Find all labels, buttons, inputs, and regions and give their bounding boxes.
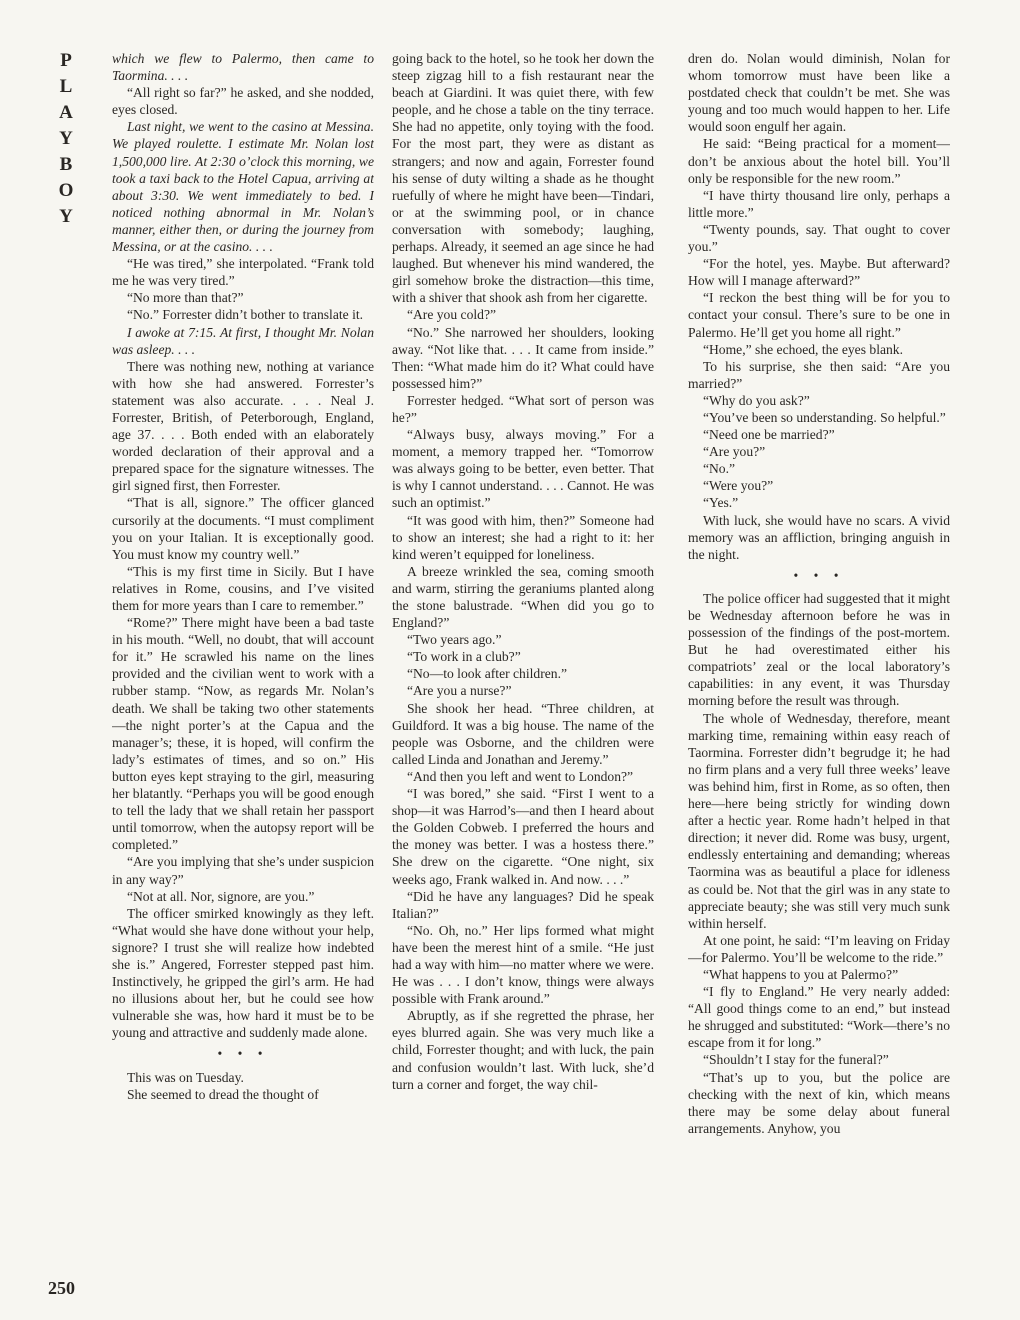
paragraph: “No.” Forrester didn’t bother to translate it. (126, 307, 364, 323)
paragraph: “I reckon the best thing will be for you to contact your consul. There’s sure to be one in Palermo. He’ll get you home all right.” (688, 290, 950, 340)
paragraph: “That is all, signore.” The officer glanced cursorily at the documents. “I must compliment you on your Italian. It is exceptionally good. You must know my country well.” (112, 495, 374, 562)
section-break: • • • (793, 567, 845, 583)
paragraph: “Twenty pounds, say. That ought to cover you.” (688, 221, 950, 255)
section-break: • • • (217, 1046, 269, 1062)
paragraph: “Always busy, always moving.” For a moment, a memory trapped her. “Tomorrow was always going to be better, even better. That is why I cannot understand. . . . Cannot. He was such an optimist.” (392, 427, 654, 511)
page-number: 250 (48, 1278, 75, 1298)
paragraph: The whole of Wednesday, therefore, meant marking time, remaining within easy reach of Taormina. Forrester didn’t begrudge it; he had no firm plans and a very full three weeks’ leave was behind him, first in Rome, as so often, then here—here being strictly for winding down after a hectic year. Rome hadn’t helped in that direction; it never did. Rome was busy, urgent, endlessly entertaining and demanding; whereas Taormina was as beautiful a place for idleness as could be. Not that the girl was in any state to appreciate beauty; she was still very much sunk within herself. (688, 710, 950, 931)
paragraph: He said: “Being practical for a moment—don’t be anxious about the hotel bill. You’ll only be responsible for the new room.” (688, 136, 950, 186)
paragraph: The police officer had suggested that it might be Wednesday afternoon before he was in possession of the findings of the post-mortem. But he had overestimated either his compatriots’ zeal or the local laboratory’s capabilities: in any event, it was Thursday morning before the result was through. (688, 590, 950, 709)
text-column-2 (392, 50, 654, 1300)
paragraph: Abruptly, as if she regretted the phrase, her eyes blurred again. She was very much like a child, Forrester thought; and with luck, the pain and confusion wouldn’t last. With luck, she’d turn a corner and forget, the way chil- (392, 1008, 654, 1092)
paragraph: She shook her head. “Three children, at Guildford. It was a big house. The name of the people was Osborne, and the children were called Linda and Jonathan and Jeremy.” (392, 700, 654, 767)
paragraph: I awoke at 7:15. At first, I thought Mr. Nolan was asleep. . . . (112, 324, 374, 357)
paragraph: “No—to look after children.” (406, 666, 567, 682)
paragraph: “That’s up to you, but the police are checking with the next of kin, which means there may be some delay about funeral arrangements. Anyhow, you (688, 1069, 950, 1136)
paragraph: “He was tired,” she interpolated. “Frank told me he was very tired.” (112, 256, 374, 289)
paragraph: With luck, she would have no scars. A vivid memory was an affliction, bringing anguish in the night. (688, 512, 950, 562)
paragraph: “For the hotel, yes. Maybe. But afterward? How will I manage afterward?” (688, 256, 950, 289)
paragraph: “Home,” she echoed, the eyes blank. (702, 341, 904, 357)
paragraph: “Did he have any languages? Did he speak Italian?” (392, 888, 654, 921)
paragraph: This was on Tuesday. (126, 1069, 244, 1085)
paragraph: “Are you cold?” (406, 307, 497, 323)
paragraph: “Are you?” (702, 444, 766, 460)
magazine-name-letter: L (59, 76, 73, 97)
paragraph: “Two years ago.” (406, 632, 502, 648)
magazine-name-letter: P (60, 50, 72, 71)
paragraph: Forrester hedged. “What sort of person was he?” (392, 392, 654, 425)
paragraph: “Why do you ask?” (702, 392, 810, 408)
paragraph: “To work in a club?” (406, 649, 521, 665)
paragraph: “And then you left and went to London?” (406, 768, 634, 784)
paragraph: “Shouldn’t I stay for the funeral?” (702, 1052, 889, 1068)
paragraph: “This is my first time in Sicily. But I have relatives in Rome, cousins, and I’ve visited them for more years than I care to remember.” (112, 563, 374, 613)
magazine-name-vertical (54, 48, 78, 230)
paragraph: To his surprise, she then said: “Are you married?” (688, 358, 950, 391)
paragraph: “Rome?” There might have been a bad taste in his mouth. “Well, no doubt, that will account for it.” He scrawled his name on the lines provided and the civilian went to work with a rubber stamp. “Now, as regards Mr. Nolan’s death. We shall be taking two other statements—the night porter’s at the Capua and the manager’s; these, it is hoped, will confirm the lady’s estimates of times, and so on.” His button eyes kept straying to the girl, measuring her blatantly. “Perhaps you will be good enough to tell the lady that we shall retain her passport until tomorrow, when the autopsy report will be completed.” (112, 615, 374, 853)
paragraph: There was nothing new, nothing at variance with how she had answered. Forrester’s statement was also accurate. . . . Neal J. Forrester, British, of Peterborough, England, age 37. . . . Both ended with an elaborately worded declaration of their approval and a prepared space for the signature witnesses. The girl signed first, then Forrester. (112, 358, 374, 494)
magazine-name-letter: Y (59, 128, 73, 149)
paragraph: “I have thirty thousand lire only, perhaps a little more.” (688, 187, 950, 220)
paragraph: A breeze wrinkled the sea, coming smooth and warm, stirring the geraniums planted along the stone balustrade. “When did you go to England?” (392, 563, 654, 631)
paragraph: “No. Oh, no.” Her lips formed what might have been the merest hint of a smile. “He just had a way with him—no matter where we were. He was . . . I don’t know, things were always possible with Frank around.” (392, 922, 654, 1007)
paragraph: Last night, we went to the casino at Messina. We played roulette. I estimate Mr. Nolan lost 1,500,000 lire. At 2:30 o’clock this morning, we took a taxi back to the Hotel Capua, arriving at about 3:30. We went immediately to bed. I noticed nothing abnormal in Mr. Nolan’s manner, either then, or during the journey from Messina, or at the casino. . . . (112, 119, 374, 255)
paragraph: “Not at all. Nor, signore, are you.” (126, 888, 315, 904)
paragraph: At one point, he said: “I’m leaving on Friday—for Palermo. You’ll be welcome to the ride.” (688, 932, 950, 965)
paragraph: “It was good with him, then?” Someone had to show an interest; she had a right to it: her kind weren’t equipped for loneliness. (392, 512, 654, 562)
paragraph: “I fly to England.” He very nearly added: “All good things come to an end,” but instead he shrugged and substituted: “Work—there’s no escape from it for long.” (688, 984, 950, 1051)
paragraph: “Are you a nurse?” (406, 683, 512, 699)
paragraph: going back to the hotel, so he took her down the steep zigzag hill to a fish restaurant near the beach at Giardini. It was quiet there, with few people, and he chose a table on the tiny terrace. She had no appetite, only toying with the food. For the most part, they were as distant as strangers; and now and again, Forrester found his sense of duty wilting a shade as he thought ruefully of where he might have been—Tindari, or at the swimming pool, or in chance conversation with somebody; laughing, perhaps. Already, it seemed an age since he had laughed. But whenever his mind wandered, the girl somehow broke the distraction—this time, with a shiver that shook ash from her cigarette. (392, 51, 654, 306)
magazine-name-letter: B (59, 154, 73, 175)
paragraph: The officer smirked knowingly as they left. “What would she have done without your help, signore? I trust she will realize how indebted she is.” Angered, Forrester stepped past him. Instinctively, he gripped the girl’s arm. He had no illusions about her, but he could see how vulnerable she was, how hard it must be to be young and attractive and suddenly made alone. (112, 905, 374, 1041)
paragraph: “All right so far?” he asked, and she nodded, eyes closed. (112, 85, 374, 118)
magazine-name-letter: Y (59, 206, 73, 227)
paragraph: “No.” She narrowed her shoulders, looking away. “Not like that. . . . It came from inside.” Then: “What made him do it? What could have possessed him?” (392, 324, 654, 391)
paragraph: “You’ve been so understanding. So helpful.” (702, 409, 946, 425)
paragraph: She seemed to dread the thought of (126, 1086, 319, 1102)
paragraph: “Yes.” (702, 495, 739, 511)
paragraph: “Need one be married?” (702, 427, 835, 443)
paragraph: “What happens to you at Palermo?” (702, 966, 899, 982)
paragraph: “No more than that?” (126, 290, 244, 306)
magazine-name-letter: A (59, 102, 73, 123)
paragraph: “Were you?” (702, 478, 774, 494)
text-column-1 (112, 50, 374, 1300)
paragraph: “Are you implying that she’s under suspicion in any way?” (112, 854, 374, 887)
paragraph: “I was bored,” she said. “First I went to a shop—it was Harrod’s—and then I heard about the Golden Cobweb. I preferred the hours and the money was better. I was a hostess there.” She drew on the cigarette. “One night, six weeks ago, Frank walked in. And now. . . .” (392, 786, 654, 887)
paragraph: which we flew to Palermo, then came to Taormina. . . . (112, 51, 374, 84)
magazine-name-letter: O (58, 180, 74, 201)
paragraph: “No.” (702, 461, 736, 477)
paragraph: dren do. Nolan would diminish, Nolan for whom tomorrow must have been like a postdated check that couldn’t be met. She was young and too much would happen to her. Life would soon engulf her again. (688, 51, 950, 135)
text-column-3 (688, 50, 950, 1300)
